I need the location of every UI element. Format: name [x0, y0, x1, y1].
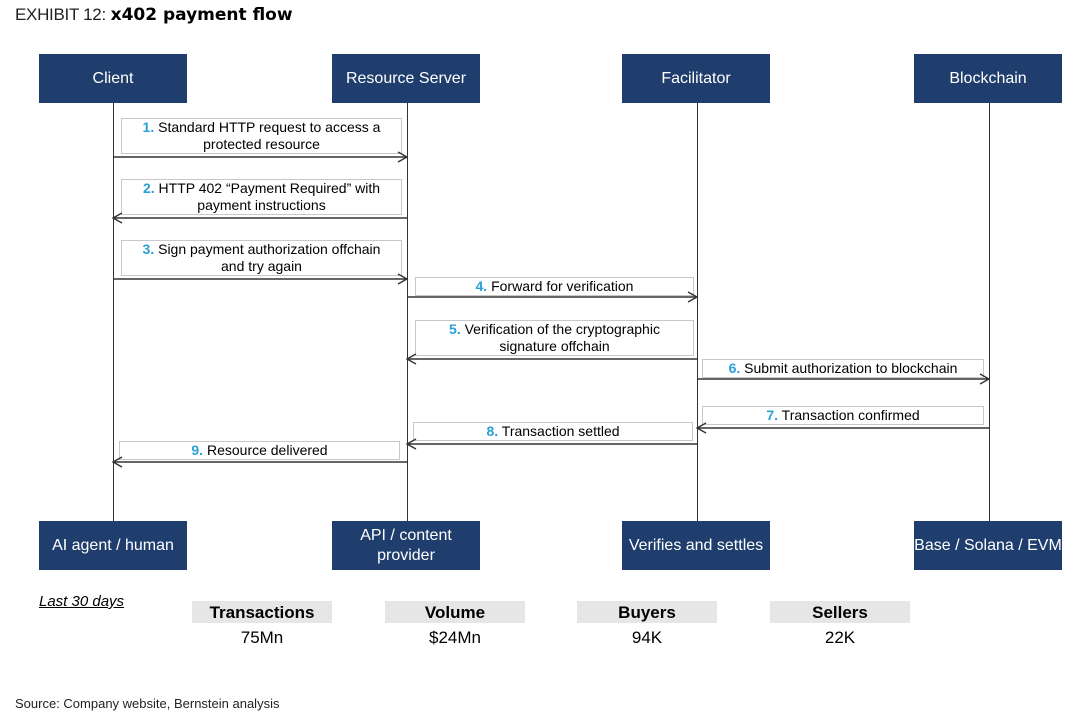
stat-label-sellers: Sellers — [770, 601, 910, 623]
step-number: 6. — [728, 360, 741, 376]
message-text: Resource delivered — [206, 442, 328, 458]
stat-value-volume: $24Mn — [429, 628, 481, 647]
lifeline-blockchain — [989, 103, 990, 521]
message-text: Standard HTTP request to access a — [158, 119, 381, 135]
step-number: 7. — [766, 407, 779, 423]
message-text: HTTP 402 “Payment Required” with — [158, 180, 381, 196]
lifeline-client — [113, 103, 114, 521]
actor-bottom-client: AI agent / human — [39, 521, 187, 570]
step-number: 3. — [142, 241, 155, 257]
actor-facilitator: Facilitator — [622, 54, 770, 103]
exhibit-title — [15, 5, 293, 25]
message-text: Submit authorization to blockchain — [744, 360, 958, 376]
actor-resource-server: Resource Server — [332, 54, 480, 103]
message-text: Transaction settled — [501, 423, 620, 439]
step-number: 1. — [142, 119, 155, 135]
step-number: 4. — [475, 278, 488, 294]
message-text: and try again — [221, 258, 302, 274]
message-7 — [702, 406, 984, 425]
stat-label-buyers: Buyers — [577, 601, 717, 623]
stat-value-sellers: 22K — [824, 628, 856, 647]
message-2 — [121, 179, 402, 215]
source-note: Source: Company website, Bernstein analysis — [15, 696, 280, 711]
message-5 — [415, 320, 694, 356]
exhibit-prefix: EXHIBIT 12: — [15, 5, 106, 24]
actor-bottom-blockchain: Base / Solana / EVM — [914, 521, 1062, 570]
message-text: Sign payment authorization offchain — [158, 241, 381, 257]
message-text: signature offchain — [499, 338, 610, 354]
step-number: 9. — [191, 442, 204, 458]
lifeline-facilitator — [697, 103, 698, 521]
message-1 — [121, 118, 402, 154]
message-text: Verification of the cryptographic — [464, 321, 660, 337]
step-number: 5. — [449, 321, 461, 337]
stat-value-buyers: 94K — [631, 628, 663, 647]
exhibit-main-title: x402 payment flow — [110, 5, 293, 25]
stat-label-volume: Volume — [385, 601, 525, 623]
message-text: protected resource — [203, 136, 320, 152]
period-label: Last 30 days — [39, 593, 125, 610]
message-8 — [413, 422, 693, 441]
stat-label-transactions: Transactions — [192, 601, 332, 623]
actor-client: Client — [39, 54, 187, 103]
message-4 — [415, 277, 694, 296]
actor-bottom-facilitator: Verifies and settles — [622, 521, 770, 570]
message-text: Transaction confirmed — [781, 407, 920, 423]
message-6 — [702, 359, 984, 378]
message-9 — [119, 441, 400, 460]
message-3 — [121, 240, 402, 276]
lifeline-resource-server — [407, 103, 408, 521]
actor-blockchain: Blockchain — [914, 54, 1062, 103]
stat-value-transactions: 75Mn — [240, 628, 284, 647]
step-number: 8. — [486, 423, 499, 439]
step-number: 2. — [142, 180, 155, 196]
message-text: payment instructions — [197, 197, 326, 213]
message-text: Forward for verification — [491, 278, 634, 294]
actor-bottom-resource-server: API / content provider — [332, 521, 480, 570]
